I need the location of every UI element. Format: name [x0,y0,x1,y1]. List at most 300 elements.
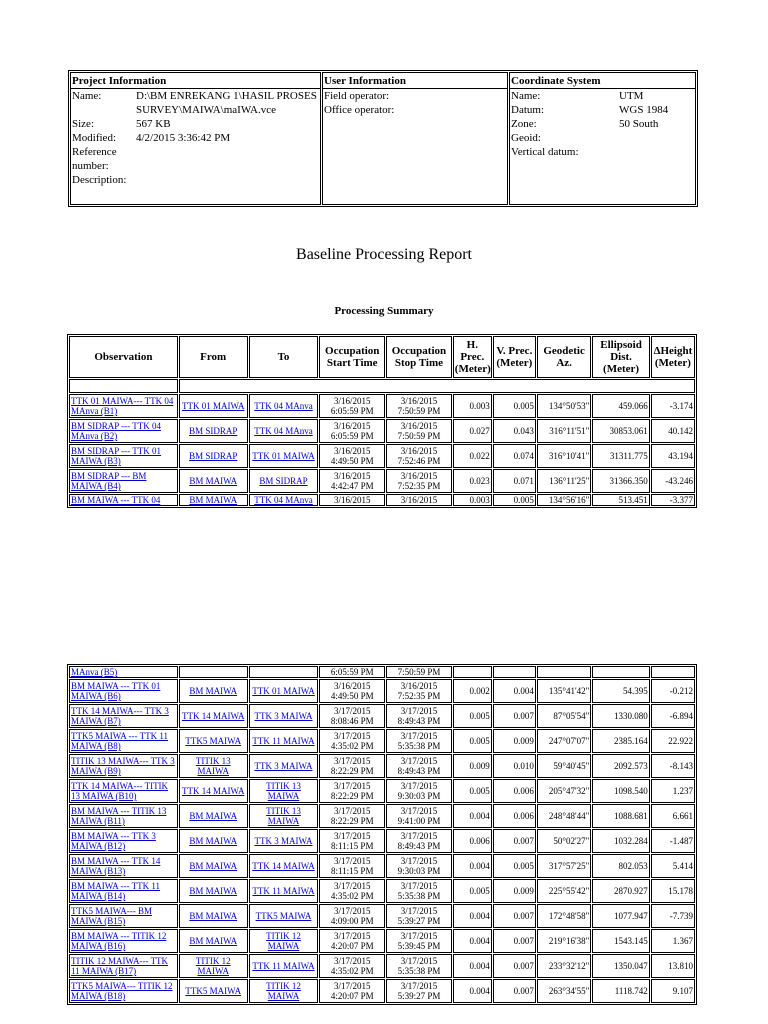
table-cell: 3/16/2015 6:05:59 PM [319,419,385,443]
table-row [69,804,695,828]
table-cell: 0.009 [493,729,536,753]
table-cell[interactable] [249,879,319,903]
table-cell: 3/17/2015 4:35:02 PM [319,879,385,903]
table-cell: 0.043 [493,419,536,443]
table-cell: 3/16/2015 7:52:35 PM [386,469,452,493]
table-cell: 1088.681 [592,804,649,828]
baseline-link[interactable]: BM MAIWA [189,686,238,696]
table-cell: 31366.350 [592,469,649,493]
table-cell: 263°34'55" [537,979,591,1003]
table-cell: 3/16/2015 7:50:59 PM [386,419,452,443]
table-row [69,854,695,878]
table-cell[interactable] [249,829,319,853]
project-name-row: Name: D:\BM ENREKANG 1\HASIL PROSES SURVEY\MAIWA\maIWA.vce [71,89,320,117]
column-header: Occupation Start Time [319,336,385,378]
table-row [69,954,695,978]
table-cell: 0.009 [493,879,536,903]
table-cell: -0.212 [651,679,695,703]
table-cell: 134°56'16" [537,494,591,506]
table-cell: 3/17/2015 8:22:29 PM [319,804,385,828]
column-header: Occupation Stop Time [386,336,452,378]
table-cell: 1330.080 [592,704,649,728]
baseline-link[interactable]: TTK5 MAIWA--- BM MAIWA (B15) [71,906,152,926]
table-cell[interactable] [69,394,178,418]
table-cell: 247°07'07" [537,729,591,753]
table-cell [493,666,536,678]
table-row [69,494,695,506]
table-cell: 40.142 [651,419,695,443]
report-title: Baseline Processing Report [296,246,472,263]
table-cell: 0.009 [453,754,492,778]
table-cell: 31311.775 [592,444,649,468]
user-info-header: User Information [323,73,507,89]
baseline-link[interactable]: BM SIDRAP [189,426,238,436]
table-cell[interactable] [69,829,178,853]
table-cell: 0.005 [453,704,492,728]
table-cell[interactable] [179,494,248,506]
table-cell: 7:50:59 PM [386,666,452,678]
baseline-link[interactable]: BM MAIWA [189,861,238,871]
table-cell: 0.004 [453,904,492,928]
table-cell: 1098.540 [592,779,649,803]
table-cell: 219°16'38" [537,929,591,953]
table-row [69,829,695,853]
baseline-link[interactable]: TTK 3 MAIWA [254,836,313,846]
baseline-link[interactable]: BM MAIWA --- TTK 14 MAIWA (B13) [71,856,161,876]
info-header [68,70,698,207]
table-cell: 1350.047 [592,954,649,978]
table-cell[interactable] [69,904,178,928]
table-cell[interactable] [69,954,178,978]
project-description-row: Description: [72,174,127,186]
baseline-link[interactable]: BM MAIWA [189,836,238,846]
table-cell: 0.004 [453,929,492,953]
table-cell [179,666,248,678]
table-cell[interactable] [69,666,178,678]
table-cell[interactable] [179,704,248,728]
table-cell: 0.071 [493,469,536,493]
table-cell: 3/17/2015 4:20:07 PM [319,929,385,953]
table-cell: 0.006 [453,829,492,853]
column-header: To [249,336,319,378]
table-cell: 3/17/2015 8:11:15 PM [319,854,385,878]
table-cell: 1118.742 [592,979,649,1003]
table-cell[interactable] [249,779,319,803]
table-cell: 87°05'54" [537,704,591,728]
column-header: Geodetic Az. [537,336,591,378]
table-cell: 316°11'51" [537,419,591,443]
table-cell[interactable] [69,804,178,828]
baseline-link[interactable]: TTK 3 MAIWA [254,761,313,771]
table-cell: 0.005 [453,879,492,903]
baseline-link[interactable]: TTK5 MAIWA --- TTK 11 MAIWA (B8) [71,731,168,751]
table-cell: 0.006 [493,804,536,828]
table-cell: 0.010 [493,754,536,778]
table-cell: 54.395 [592,679,649,703]
table-cell: 3/16/2015 4:49:50 PM [319,679,385,703]
table-cell [537,666,591,678]
office-operator-row: Office operator: [324,104,395,116]
table-cell: 172°48'58" [537,904,591,928]
table-cell: 5.414 [651,854,695,878]
table-cell[interactable] [179,394,248,418]
baseline-link[interactable]: TTK 01 MAIWA [181,401,245,411]
table-cell: 0.007 [493,904,536,928]
baseline-link[interactable]: TITIK 13 MAIWA [195,756,231,776]
baseline-link[interactable]: BM MAIWA [189,495,238,505]
project-size-row: Size: 567 KB [72,118,171,130]
baseline-link[interactable]: TTK 01 MAIWA [252,451,315,461]
table-cell[interactable] [179,729,248,753]
table-cell[interactable] [249,979,319,1003]
table-cell [651,666,695,678]
table-cell: -7.739 [651,904,695,928]
baseline-link[interactable]: BM SIDRAP [259,476,308,486]
table-cell[interactable] [179,979,248,1003]
table-row [69,394,695,418]
table-cell[interactable] [69,754,178,778]
table-cell[interactable] [69,444,178,468]
section-title: Processing Summary [334,305,434,317]
table-cell: 3/17/2015 5:35:38 PM [386,879,452,903]
table-header-row [69,336,695,378]
table-cell: 0.007 [493,979,536,1003]
baseline-link[interactable]: BM MAIWA [189,476,238,486]
table-cell: 3/16/2015 7:52:35 PM [386,679,452,703]
baseline-link[interactable]: TITIK 12 MAIWA--- TTK 11 MAIWA (B17) [71,956,169,976]
table-cell: 3/17/2015 8:49:43 PM [386,704,452,728]
baseline-link[interactable]: TTK 14 MAIWA [252,861,315,871]
table-cell: -3.174 [651,394,695,418]
table-cell[interactable] [179,854,248,878]
table-cell: 3/17/2015 8:11:15 PM [319,829,385,853]
table-cell[interactable] [179,904,248,928]
table-cell[interactable] [249,704,319,728]
table-cell: 136°11'25" [537,469,591,493]
coord-datum-row: Datum: WGS 1984 [511,104,669,116]
table-cell[interactable] [69,929,178,953]
processing-summary-table [67,334,697,508]
table-row [69,879,695,903]
baseline-link[interactable]: TTK 04 MAnva [254,426,313,436]
baseline-link[interactable]: TTK5 MAIWA--- TITIK 12 MAIWA (B18) [71,981,173,1001]
table-cell: 3/17/2015 5:39:45 PM [386,929,452,953]
table-cell: 3/17/2015 9:30:03 PM [386,779,452,803]
baseline-link[interactable]: BM MAIWA --- TITIK 13 MAIWA (B11) [71,806,167,826]
table-cell: 0.004 [453,954,492,978]
table-cell: 22.922 [651,729,695,753]
baseline-link[interactable]: TTK 01 MAIWA--- TTK 04 MAnva (B1) [71,396,174,416]
table-cell: -1.487 [651,829,695,853]
table-cell: 9.107 [651,979,695,1003]
baseline-link[interactable]: BM MAIWA [189,936,238,946]
coordinate-system-panel [509,72,696,205]
table-cell: 59°40'45" [537,754,591,778]
baseline-link[interactable]: BM MAIWA --- TTK 01 MAIWA (B6) [71,681,161,701]
table-cell: 3/17/2015 4:09:00 PM [319,904,385,928]
table-cell[interactable] [179,929,248,953]
table-cell[interactable] [249,419,319,443]
table-cell: 3/16/2015 6:05:59 PM [319,394,385,418]
table-cell[interactable] [179,754,248,778]
table-cell: 1032.284 [592,829,649,853]
table-cell: 0.003 [453,494,492,506]
table-cell[interactable] [249,804,319,828]
table-cell: 802.053 [592,854,649,878]
table-cell[interactable] [249,679,319,703]
field-operator-row: Field operator: [324,90,390,102]
table-cell: 0.074 [493,444,536,468]
table-cell[interactable] [69,704,178,728]
table-cell: 3/16/2015 [386,494,452,506]
table-cell: 3/17/2015 5:39:27 PM [386,979,452,1003]
table-cell[interactable] [179,954,248,978]
baseline-link[interactable]: TTK 3 MAIWA [254,711,313,721]
table-cell: 3/16/2015 7:52:46 PM [386,444,452,468]
table-cell: 2870.927 [592,879,649,903]
coord-zone-row: Zone: 50 South [511,118,659,130]
table-cell: 0.004 [453,979,492,1003]
table-cell: 0.007 [493,829,536,853]
baseline-link[interactable]: BM SIDRAP [189,451,238,461]
baseline-link[interactable]: TITIK 12 MAIWA [195,956,231,976]
coordinate-system-header: Coordinate System [510,73,695,89]
baseline-link[interactable]: TTK5 MAIWA [185,736,242,746]
table-cell: 0.027 [453,419,492,443]
baseline-link[interactable]: TTK 14 MAIWA [181,711,245,721]
table-cell: 0.023 [453,469,492,493]
table-cell: 316°10'41" [537,444,591,468]
table-row [69,469,695,493]
table-cell: -3.377 [651,494,695,506]
table-row [69,779,695,803]
table-cell [592,666,649,678]
table-cell[interactable] [249,444,319,468]
table-cell: 0.007 [493,704,536,728]
table-cell[interactable] [179,829,248,853]
table-cell[interactable] [179,779,248,803]
baseline-link[interactable]: TTK 04 MAnva [254,495,313,505]
table-cell[interactable] [69,879,178,903]
table-cell: 3/17/2015 8:49:43 PM [386,754,452,778]
baseline-link[interactable]: TTK 04 MAnva [254,401,313,411]
table-cell: 0.004 [493,679,536,703]
table-cell: 0.005 [453,779,492,803]
table-cell: 0.002 [453,679,492,703]
table-cell: 2092.573 [592,754,649,778]
table-cell: 0.004 [453,804,492,828]
baseline-link[interactable]: TTK 11 MAIWA [252,736,315,746]
table-cell: 2385.164 [592,729,649,753]
column-header: H. Prec. (Meter) [453,336,492,378]
table-cell: 43.194 [651,444,695,468]
table-row [69,704,695,728]
project-reference-row: Reference number: [72,146,117,172]
table-cell: 3/17/2015 8:08:46 PM [319,704,385,728]
baseline-link[interactable]: BM MAIWA --- TTK 04 [71,495,161,505]
baseline-link[interactable]: TTK5 MAIWA [255,911,312,921]
table-cell: -6.894 [651,704,695,728]
table-row-blank [69,379,695,393]
table-cell: 6:05:59 PM [319,666,385,678]
baseline-link[interactable]: BM MAIWA --- TTK 11 MAIWA (B14) [71,881,160,901]
baseline-link[interactable]: TTK5 MAIWA [185,986,242,996]
table-cell[interactable] [249,854,319,878]
table-cell [453,666,492,678]
table-cell: 513.451 [592,494,649,506]
table-cell[interactable] [179,804,248,828]
processing-summary-table-continued [67,664,697,1005]
table-cell: 3/16/2015 4:42:47 PM [319,469,385,493]
column-header: ΔHeight (Meter) [651,336,695,378]
table-cell[interactable] [69,469,178,493]
table-cell[interactable] [249,929,319,953]
coord-vertical-datum-row: Vertical datum: [511,146,579,158]
baseline-link[interactable]: BM MAIWA --- TTK 3 MAIWA (B12) [71,831,156,851]
table-row [69,754,695,778]
table-cell[interactable] [249,754,319,778]
table-cell: 3/17/2015 9:30:03 PM [386,854,452,878]
table-cell: 3/16/2015 7:50:59 PM [386,394,452,418]
table-cell[interactable] [69,679,178,703]
table-cell[interactable] [69,729,178,753]
baseline-link[interactable]: TTK 14 MAIWA--- TTK 3 MAIWA (B7) [71,706,169,726]
table-cell: 3/16/2015 [319,494,385,506]
project-modified-row: Modified: 4/2/2015 3:36:42 PM [72,132,231,144]
table-cell: -8.143 [651,754,695,778]
table-cell: 0.005 [493,854,536,878]
table-cell: 135°41'42" [537,679,591,703]
project-name-value: D:\BM ENREKANG 1\HASIL PROSES SURVEY\MAIWA\maIWA.vce [136,90,317,116]
table-row-continued [69,666,695,678]
table-cell: 3/17/2015 5:35:38 PM [386,954,452,978]
baseline-link[interactable]: MAnva (B5) [71,667,118,677]
table-cell: 0.022 [453,444,492,468]
table-cell: 15.178 [651,879,695,903]
table-row [69,904,695,928]
table-cell: 1.367 [651,929,695,953]
project-info-panel [70,72,321,205]
table-cell: 3/17/2015 9:41:00 PM [386,804,452,828]
table-cell: 0.004 [453,854,492,878]
table-cell: 205°47'32" [537,779,591,803]
baseline-link[interactable]: BM MAIWA --- TITIK 12 MAIWA (B16) [71,931,167,951]
baseline-link[interactable]: BM MAIWA [189,886,238,896]
table-cell[interactable] [69,419,178,443]
baseline-link[interactable]: BM SIDRAP --- TTK 04 MAnva (B2) [71,421,162,441]
table-row [69,929,695,953]
baseline-link[interactable]: TTK 11 MAIWA [252,961,315,971]
table-cell: 3/17/2015 4:35:02 PM [319,729,385,753]
table-cell: 3/17/2015 8:22:29 PM [319,779,385,803]
baseline-link[interactable]: BM SIDRAP --- TTK 01 MAIWA (B3) [71,446,162,466]
table-cell: 6.661 [651,804,695,828]
baseline-link[interactable]: TTK 01 MAIWA [252,686,315,696]
table-cell[interactable] [179,444,248,468]
project-info-header: Project Information [71,73,320,89]
baseline-link[interactable]: TITIK 13 MAIWA [266,781,301,801]
table-cell[interactable] [249,954,319,978]
table-cell: 317°57'25" [537,854,591,878]
column-header: From [179,336,248,378]
baseline-link[interactable]: TTK 11 MAIWA [252,886,315,896]
table-row [69,679,695,703]
table-row [69,419,695,443]
column-header: Observation [69,336,178,378]
table-cell: 459.066 [592,394,649,418]
baseline-link[interactable]: BM SIDRAP --- BM MAIWA (B4) [71,471,147,491]
table-cell [249,666,319,678]
table-cell[interactable] [179,879,248,903]
baseline-link[interactable]: TITIK 13 MAIWA--- TTK 3 MAIWA (B9) [71,756,175,776]
table-cell: 1543.145 [592,929,649,953]
table-cell: 225°55'42" [537,879,591,903]
column-header: Ellipsoid Dist. (Meter) [592,336,649,378]
table-cell: 3/17/2015 4:20:07 PM [319,979,385,1003]
table-cell: 1.237 [651,779,695,803]
table-cell: 134°50'53" [537,394,591,418]
baseline-link[interactable]: TTK 14 MAIWA [181,786,245,796]
table-row [69,979,695,1003]
table-row [69,444,695,468]
table-cell[interactable] [69,779,178,803]
table-cell[interactable] [69,854,178,878]
table-cell: 0.007 [493,929,536,953]
table-cell: 233°32'12" [537,954,591,978]
table-cell: 3/17/2015 8:22:29 PM [319,754,385,778]
table-cell[interactable] [249,904,319,928]
table-cell: 0.005 [493,494,536,506]
table-cell: -43.246 [651,469,695,493]
baseline-link[interactable]: TITIK 12 MAIWA [266,931,301,951]
table-cell[interactable] [69,979,178,1003]
table-cell: 1077.947 [592,904,649,928]
coord-geoid-row: Geoid: [511,132,541,144]
table-cell[interactable] [179,419,248,443]
table-cell: 0.005 [453,729,492,753]
table-cell: 3/17/2015 8:49:43 PM [386,829,452,853]
table-cell: 3/17/2015 4:35:02 PM [319,954,385,978]
table-cell[interactable] [179,469,248,493]
table-cell[interactable] [249,394,319,418]
table-cell: 13.810 [651,954,695,978]
table-cell: 0.003 [453,394,492,418]
table-cell: 0.007 [493,954,536,978]
baseline-link[interactable]: TITIK 13 MAIWA [266,806,301,826]
table-cell[interactable] [69,494,178,506]
table-cell: 50°02'27" [537,829,591,853]
table-cell[interactable] [179,679,248,703]
table-cell: 0.006 [493,779,536,803]
baseline-link[interactable]: BM MAIWA [189,811,238,821]
user-info-panel [322,72,508,205]
baseline-link[interactable]: TTK 14 MAIWA--- TITIK 13 MAIWA (B10) [71,781,169,801]
table-cell[interactable] [249,494,319,506]
table-cell: 3/17/2015 5:39:27 PM [386,904,452,928]
table-cell: 248°48'44" [537,804,591,828]
table-cell: 3/17/2015 5:35:38 PM [386,729,452,753]
table-cell[interactable] [249,729,319,753]
table-cell[interactable] [249,469,319,493]
table-cell: 3/16/2015 4:49:50 PM [319,444,385,468]
coord-name-row: Name: UTM [511,90,644,102]
table-row [69,729,695,753]
baseline-link[interactable]: TITIK 12 MAIWA [266,981,301,1001]
table-cell: 0.005 [493,394,536,418]
table-cell: 30853.061 [592,419,649,443]
baseline-link[interactable]: BM MAIWA [189,911,238,921]
column-header: V. Prec. (Meter) [493,336,536,378]
